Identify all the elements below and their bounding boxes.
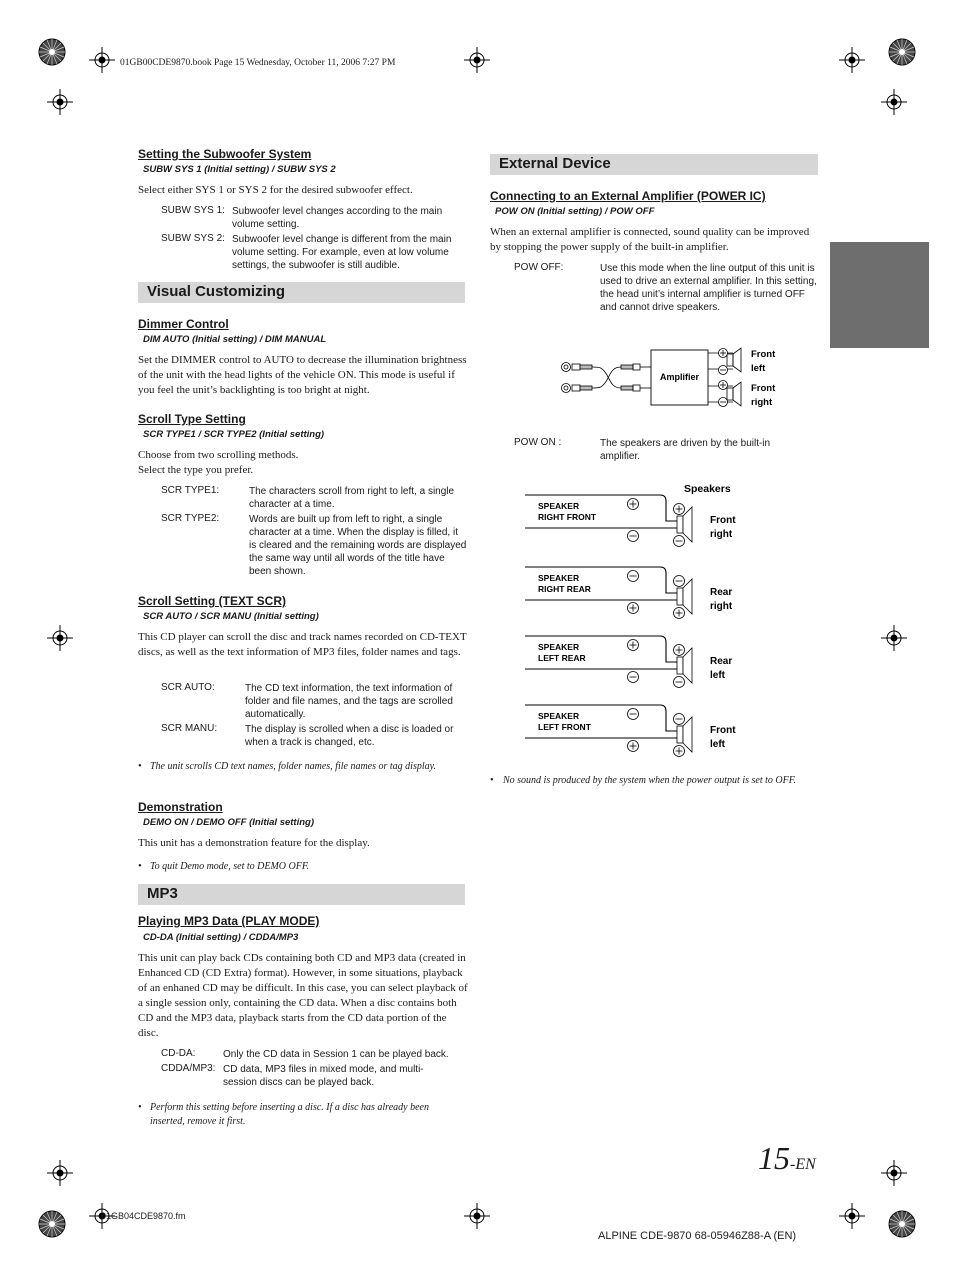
cdda-mp3-label: CDDA/MP3: [161,1063,216,1074]
scrollsetting-bullet: • [138,761,142,772]
amp-bullet: • [490,775,494,786]
playmode-note: Perform this setting before inserting a disc. If a disc has already been inserted, remove it first. [150,1102,429,1127]
wire-label-2-b: LEFT REAR [538,653,586,663]
scr-type1-desc: The characters scroll from right to left, a single character at a time. [249,486,455,510]
wire-label-3-b: LEFT FRONT [538,722,591,732]
visual-customizing-heading: Visual Customizing [138,282,465,303]
demo-title: Demonstration [138,800,223,814]
scr-manu-label: SCR MANU: [161,723,218,734]
playmode-text: This unit can play back CDs containing both CD and MP3 data (created in Enhanced CD (CD Extra) format). However, in some situations, playback of an enhaned CD may be difficult. In this case, you can select playback of a single session only, containing the CD data. When a disc contains both CD and the MP3 data, playback starts from the CD data portion of the disc. [138,952,468,1039]
demo-options: DEMO ON / DEMO OFF (Initial setting) [143,817,314,828]
demo-note: To quit Demo mode, set to DEMO OFF. [150,861,310,872]
speaker-label-0-b: right [710,529,733,540]
scrolltype-title: Scroll Type Setting [138,412,246,426]
speaker-label-3-a: Front [710,725,736,736]
amp-text: When an external amplifier is connected, sound quality can be improved by stopping the power supply of the built-in amplifier. [490,226,810,253]
wire-label-1-a: SPEAKER [538,573,580,583]
front-right-label-1: Front [751,383,776,394]
scrolltype-text2: Select the type you prefer. [138,464,254,476]
section-tab [830,242,929,348]
wire-label-1-b: RIGHT REAR [538,584,591,594]
scrolltype-options: SCR TYPE1 / SCR TYPE2 (Initial setting) [143,429,325,440]
subwoofer-text: Select either SYS 1 or SYS 2 for the desired subwoofer effect. [138,184,413,196]
front-left-label-2: left [751,363,766,374]
page-number: 15-EN [758,1140,816,1176]
scrollsetting-text: This CD player can scroll the disc and track names recorded on CD-TEXT discs, as well as the text information of MP3 files, folder names and tags. [138,631,467,658]
speaker-magnet-2 [677,657,683,674]
playmode-options: CD-DA (Initial setting) / CDDA/MP3 [143,932,299,943]
playmode-bullet: • [138,1102,142,1113]
dimmer-title: Dimmer Control [138,317,229,331]
speaker-cone-1 [683,579,692,614]
subw-sys2-desc: Subwoofer level change is different from the main volume setting. For example, even at low volume settings, the subwoofer is still audible. [232,234,452,271]
speaker-cone-2 [683,648,692,683]
cd-da-label: CD-DA: [161,1048,196,1059]
pow-on-desc: The speakers are driven by the built-in amplifier. [600,438,771,462]
speaker-magnet-1 [677,588,683,605]
dimmer-text: Set the DIMMER control to AUTO to decrease the illumination brightness of the unit with the head lights of the vehicle ON. This mode is useful if you feel the unit’s backlighting is too bright at night. [138,354,467,396]
scr-type2-desc: Words are built up from left to right, a single character at a time. When the display is filled, it is cleared and the remaining words are displayed the same way until all words of the title have been shown. [249,514,467,577]
scr-manu-desc: The display is scrolled when a disc is loaded or when a track is changed, etc. [245,724,454,748]
speaker-label-1-b: right [710,601,733,612]
front-left-label-1: Front [751,349,776,360]
speaker-magnet-3 [677,726,683,743]
cd-da-desc: Only the CD data in Session 1 can be played back. [223,1049,449,1060]
wire-label-0-a: SPEAKER [538,501,580,511]
external-device-heading: External Device [490,154,818,175]
speaker-label-0-a: Front [710,515,736,526]
subwoofer-title: Setting the Subwoofer System [138,147,312,161]
subw-sys1-label: SUBW SYS 1: [161,205,225,216]
subwoofer-options: SUBW SYS 1 (Initial setting) / SUBW SYS 2 [143,164,336,175]
footer-file: 01GB04CDE9870.fm [101,1211,186,1221]
cdda-mp3-desc: CD data, MP3 files in mixed mode, and multi-session discs can be played back. [223,1064,424,1088]
front-right-label-2: right [751,397,773,408]
speaker-cone-0 [683,507,692,542]
scrollsetting-title: Scroll Setting (TEXT SCR) [138,594,287,608]
demo-text: This unit has a demonstration feature for the display. [138,837,370,849]
speaker-label-2-a: Rear [710,656,733,667]
speakers-title: Speakers [684,483,731,495]
scr-auto-desc: The CD text information, the text information of folder and file names, and the tags are scrolled automatically. [245,683,453,720]
scrollsetting-note: The unit scrolls CD text names, folder names, file names or tag display. [150,761,437,772]
amplifier-diagram [555,343,795,413]
amp-options: POW ON (Initial setting) / POW OFF [495,206,655,217]
scr-type1-label: SCR TYPE1: [161,485,220,496]
speaker-magnet-0 [677,516,683,533]
playmode-title: Playing MP3 Data (PLAY MODE) [138,914,320,928]
amp-note: No sound is produced by the system when the power output is set to OFF. [503,775,797,786]
scrolltype-text1: Choose from two scrolling methods. [138,449,299,461]
scrollsetting-options: SCR AUTO / SCR MANU (Initial setting) [143,611,319,622]
pow-off-label: POW OFF: [514,262,564,273]
wire-label-3-a: SPEAKER [538,711,580,721]
book-info: 01GB00CDE9870.book Page 15 Wednesday, October 11, 2006 7:27 PM [120,58,396,68]
mp3-heading: MP3 [138,884,465,905]
speaker-wiring-diagram [525,478,745,760]
speaker-label-2-b: left [710,670,725,681]
speaker-label-3-b: left [710,739,725,750]
subw-sys1-desc: Subwoofer level changes according to the main volume setting. [232,206,443,230]
scr-auto-label: SCR AUTO: [161,682,215,693]
amp-title: Connecting to an External Amplifier (POWER IC) [490,189,766,203]
footer-model: ALPINE CDE-9870 68-05946Z88-A (EN) [598,1230,797,1242]
pow-on-label: POW ON : [514,437,562,448]
subw-sys2-label: SUBW SYS 2: [161,233,225,244]
wire-label-2-a: SPEAKER [538,642,580,652]
pow-off-desc: Use this mode when the line output of this unit is used to drive an external amplifier. In this setting, the head unit’s internal amplifier is turned OFF and cannot drive speakers. [600,263,817,313]
amplifier-label: Amplifier [659,372,700,382]
speaker-cone-3 [683,717,692,752]
speaker-label-1-a: Rear [710,587,733,598]
demo-bullet: • [138,861,142,872]
wire-label-0-b: RIGHT FRONT [538,512,597,522]
dimmer-options: DIM AUTO (Initial setting) / DIM MANUAL [143,334,327,345]
scr-type2-label: SCR TYPE2: [161,513,220,524]
